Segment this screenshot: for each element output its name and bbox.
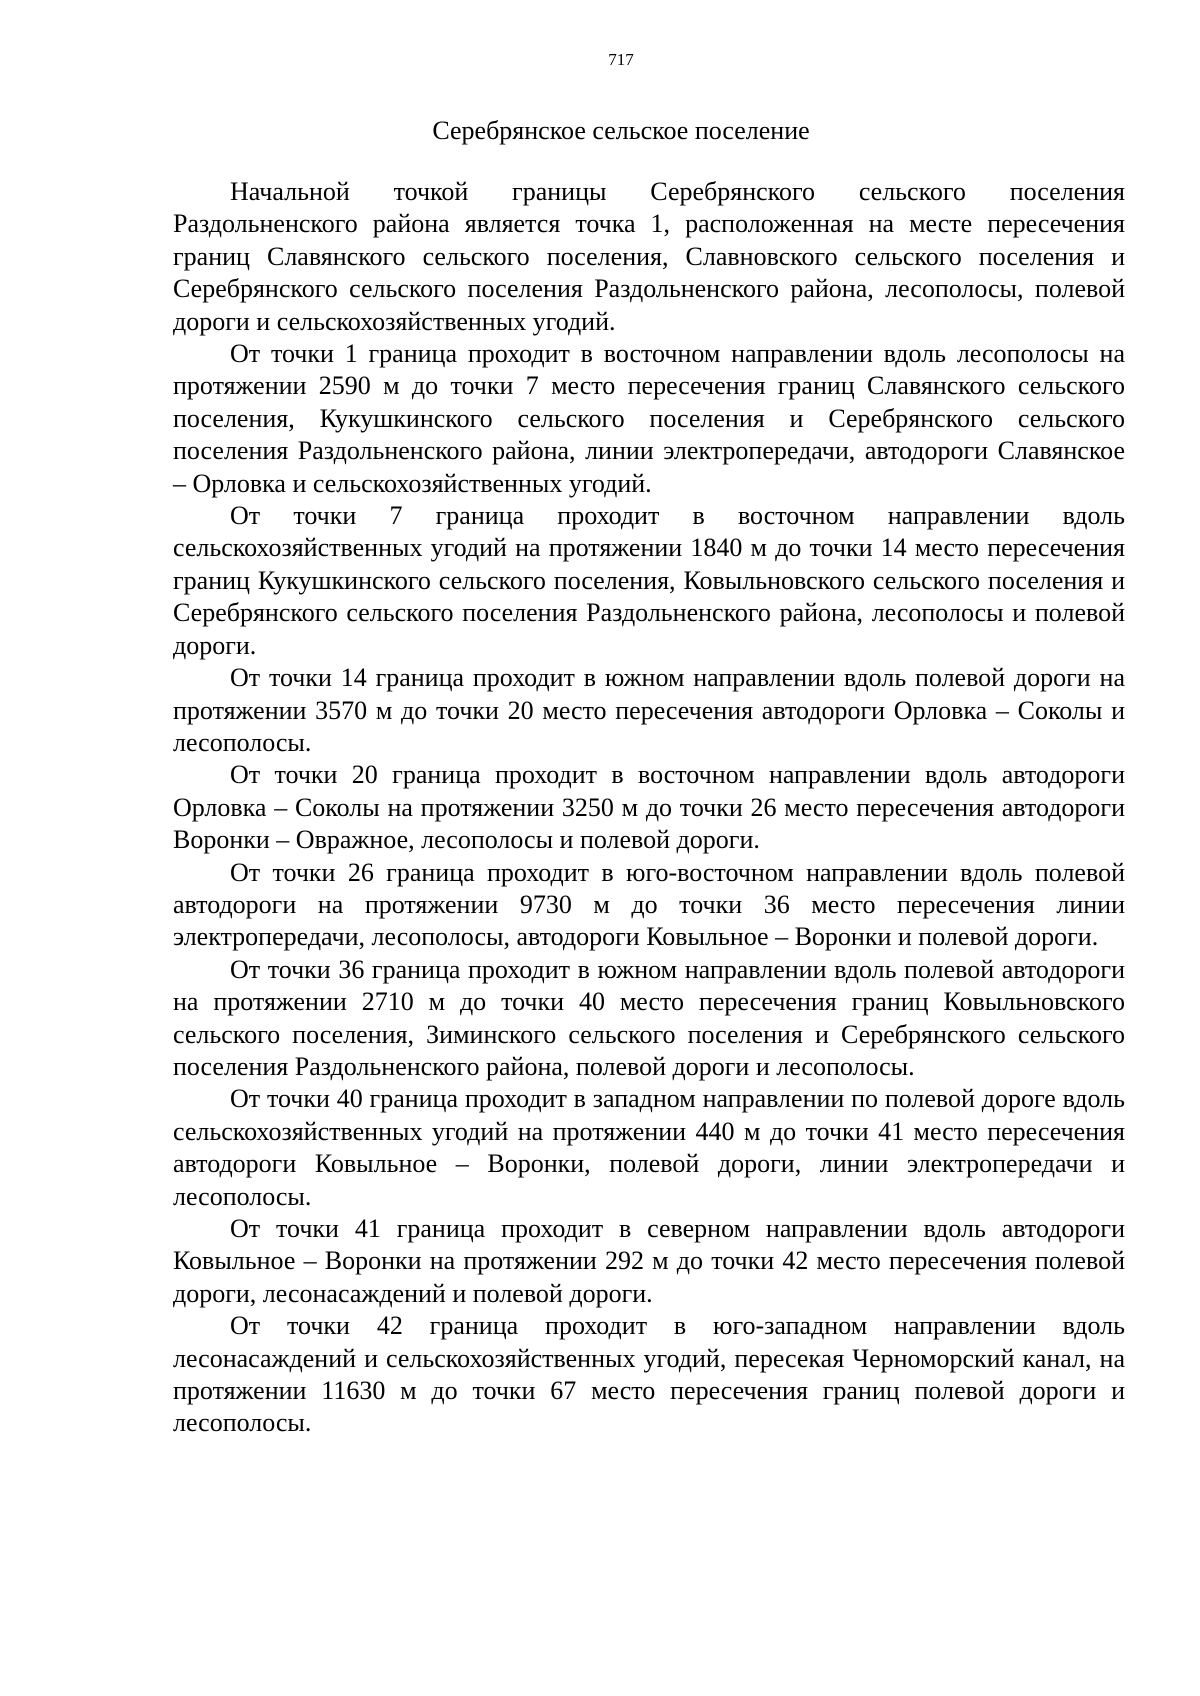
page-number: 717 — [608, 50, 634, 69]
document-title: Серебрянское сельское поселение — [432, 116, 810, 145]
paragraph-point-40: От точки 40 граница проходит в западном направлении по полевой дороге вдоль сельскохозяйственных угодий на протяжении 440 м до точки 41 место пересечения автодороги Ковыльное – Воронки, полевой дороги, линии электропередачи и лесополосы. — [173, 1084, 1125, 1211]
paragraph-point-7: От точки 7 граница проходит в восточном направлении вдоль сельскохозяйственных угодий на протяжении 1840 м до точки 14 место пересечения границ Кукушкинского сельского поселения, Ковыльновского сельского поселения и Серебрянского сельского поселения Раздольненского района, лесополосы и полевой дороги. — [173, 501, 1125, 660]
paragraph-point-26: От точки 26 граница проходит в юго-восточном направлении вдоль полевой автодороги на протяжении 9730 м до точки 36 место пересечения линии электропередачи, лесополосы, автодороги Ковыльное – Воронки и полевой дороги. — [173, 857, 1125, 952]
document-body — [173, 176, 1125, 1440]
paragraph-point-14: От точки 14 граница проходит в южном направлении вдоль полевой дороги на протяжении 3570 м до точки 20 место пересечения автодороги Орловка – Соколы и лесополосы. — [173, 663, 1125, 757]
paragraph-point-41: От точки 41 граница проходит в северном направлении вдоль автодороги Ковыльное – Воронки на протяжении 292 м до точки 42 место пересечения полевой дороги, лесонасаждений и полевой дороги. — [173, 1214, 1125, 1308]
paragraph-point-36: От точки 36 граница проходит в южном направлении вдоль полевой автодороги на протяжении 2710 м до точки 40 место пересечения границ Ковыльновского сельского поселения, Зиминского сельского поселения и Серебрянского сельского поселения Раздольненского района, полевой дороги и лесополосы. — [173, 954, 1125, 1081]
paragraph-start-point: Начальной точкой границы Серебрянского сельского поселения Раздольненского района является точка 1, расположенная на месте пересечения границ Славянского сельского поселения, Славновского сельского поселения и Серебрянского сельского поселения Раздольненского района, лесополосы, полевой дороги и сельскохозяйственных угодий. — [173, 177, 1125, 336]
paragraph-point-42: От точки 42 граница проходит в юго-западном направлении вдоль лесонасаждений и сельскохозяйственных угодий, пересекая Черноморский канал, на протяжении 11630 м до точки 67 место пересечения границ полевой дороги и лесополосы. — [173, 1311, 1125, 1438]
paragraph-point-1: От точки 1 граница проходит в восточном направлении вдоль лесополосы на протяжении 2590 м до точки 7 место пересечения границ Славянского сельского поселения, Кукушкинского сельского поселения и Серебрянского сельского поселения Раздольненского района, линии электропередачи, автодороги Славянское – Орловка и сельскохозяйственных угодий. — [173, 339, 1125, 498]
paragraph-point-20: От точки 20 граница проходит в восточном направлении вдоль автодороги Орловка – Соколы на протяжении 3250 м до точки 26 место пересечения автодороги Воронки – Овражное, лесополосы и полевой дороги. — [173, 760, 1125, 855]
